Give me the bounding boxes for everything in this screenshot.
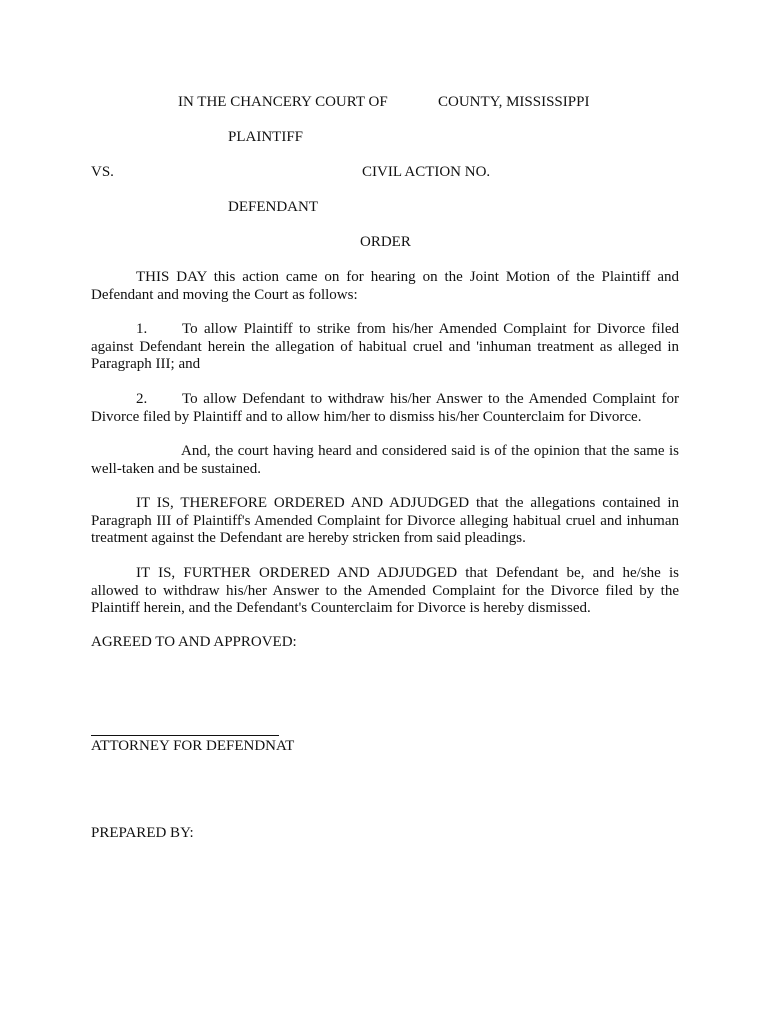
document-title: ORDER [360,234,411,250]
civil-action-label: CIVIL ACTION NO. [362,164,491,180]
prepared-by-label: PREPARED BY: [91,825,194,841]
numbered-item [91,321,679,374]
order-paragraph-1: IT IS, THEREFORE ORDERED AND ADJUDGED that the allegations contained in Paragraph III of Plaintiff's Amended Complaint for Divorce alleging habitual cruel and inhuman treatment against the Defendant are hereby stricken from said pleadings. [91,495,679,546]
plaintiff-label: PLAINTIFF [228,129,304,145]
order-paragraph-2: IT IS, FURTHER ORDERED AND ADJUDGED that Defendant be, and he/she is allowed to withdraw his/her Answer to the Amended Complaint for the Divorce filed by the Plaintiff herein, and the Defendant's Counterclaim for Divorce is hereby dismissed. [91,565,679,616]
item-text: To allow Plaintiff to strike from his/her Amended Complaint for Divorce filed against Defendant herein the allegation of habitual cruel and 'inhuman treatment as alleged in Paragraph III; and [91,321,679,372]
finding-paragraph: And, the court having heard and considered said is of the opinion that the same is well-taken and be sustained. [91,443,679,477]
item-text: To allow Defendant to withdraw his/her Answer to the Amended Complaint for Divorce filed by Plaintiff and to allow him/her to dismiss his/her Counterclaim for Divorce. [91,391,679,425]
court-heading: IN THE CHANCERY COURT OF [178,94,388,110]
numbered-item [91,391,679,426]
item-number: 1. [136,321,148,337]
defendant-label: DEFENDANT [228,199,318,215]
versus-label: VS. [91,164,114,180]
agreed-label: AGREED TO AND APPROVED: [91,634,297,650]
county-heading: COUNTY, MISSISSIPPI [438,94,590,110]
signature-line [91,735,279,736]
intro-paragraph: THIS DAY this action came on for hearing on the Joint Motion of the Plaintiff and Defendant and moving the Court as follows: [91,269,679,303]
attorney-label: ATTORNEY FOR DEFENDNAT [91,738,295,754]
item-number: 2. [136,391,148,407]
